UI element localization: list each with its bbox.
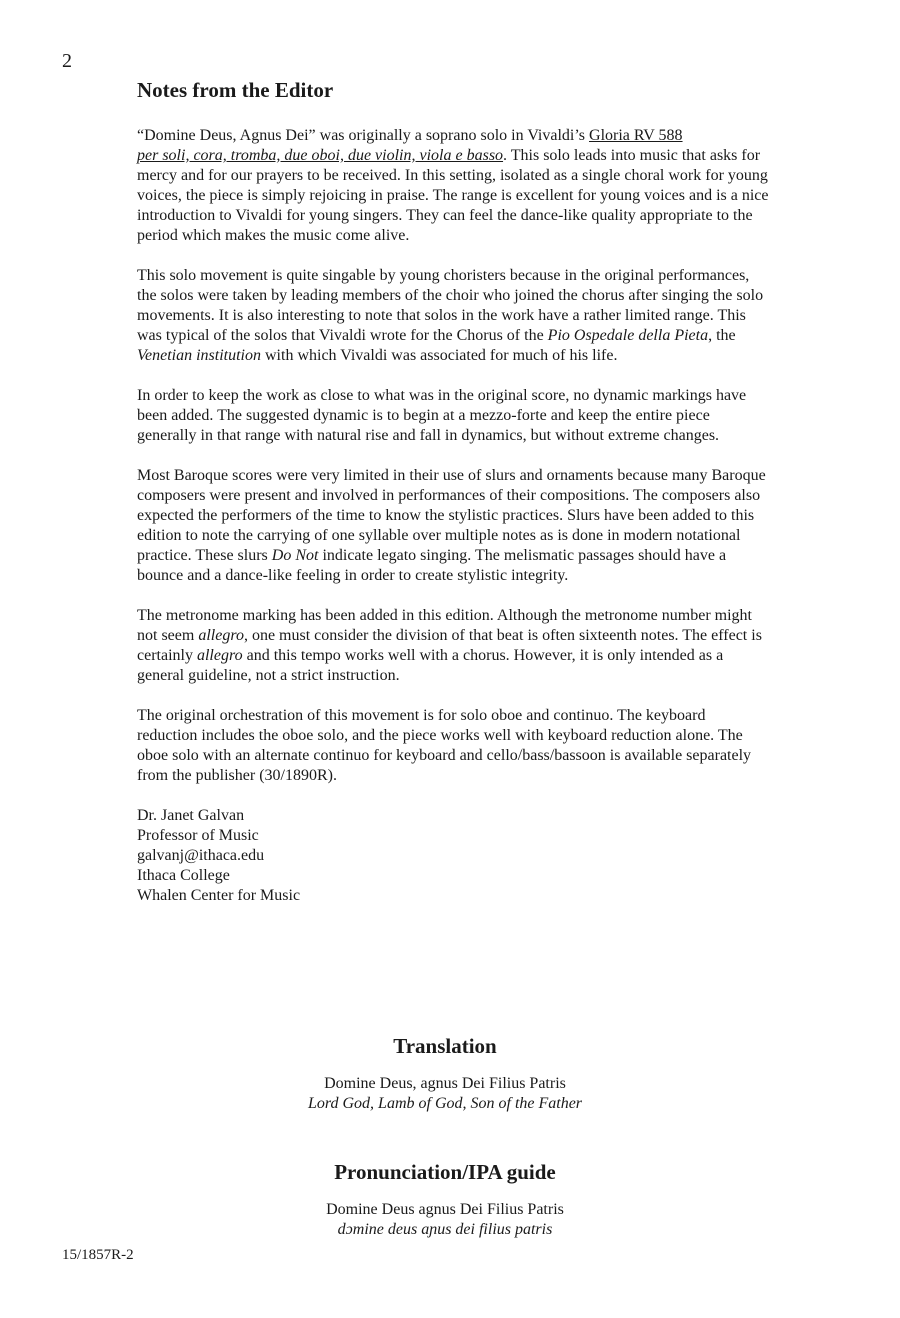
p4-text-a: Most Baroque scores were very limited in their use of slurs and ornaments because many Baroque composers were present and involved in performances of their compositions. The composers also expected the performers of the time to know the stylistic practices. Slurs have been added to this edition to note the carrying of one syllable over multiple notes as is done in modern notational practice. These slurs — [137, 467, 766, 564]
p2-text-c: with which Vivaldi was associated for much of his life. — [261, 347, 618, 364]
editor-notes — [137, 76, 769, 906]
paragraph-4 — [137, 466, 769, 586]
signature-email: galvanj@ithaca.edu — [137, 847, 265, 864]
gloria-subtitle: per soli, cora, tromba, due oboi, due violin, viola e basso — [137, 147, 504, 164]
pronunciation-title: Pronunciation/IPA guide — [334, 1160, 556, 1184]
allegro-2: allegro — [196, 647, 243, 664]
signature-title: Professor of Music — [137, 827, 259, 844]
translation-title: Translation — [393, 1034, 497, 1058]
p4-text-b: indicate legato singing. The melismatic passages should have a bounce and a dance-like feeling in order to create stylistic integrity. — [137, 547, 727, 584]
pronunciation-latin: Domine Deus agnus Dei Filius Patris — [326, 1201, 564, 1218]
allegro-1: allegro — [198, 627, 244, 644]
paragraph-2 — [137, 266, 769, 366]
p2-text-a: This solo movement is quite singable by young choristers because in the original performances, the solos were taken by leading members of the choir who joined the chorus after singing the solo movements. It is also interesting to note that solos in the work have a rather limited range. This was typical of the solos that Vivaldi wrote for the Chorus of the — [137, 267, 764, 344]
signature-college: Ithaca College — [137, 867, 230, 884]
signature-name: Dr. Janet Galvan — [137, 807, 245, 824]
p5-text-b: , one must consider the division of that beat is often sixteenth notes. The effect is certainly — [137, 627, 762, 664]
footer-code: 15/1857R-2 — [62, 1247, 134, 1263]
pronunciation-ipa: dɔmine deus aɲus dei filius patris — [337, 1221, 553, 1238]
page-number: 2 — [62, 50, 72, 72]
p1-text-b: . This solo leads into music that asks for mercy and for our prayers to be received. In this setting, isolated as a single choral work for young voices, the piece is simply rejoicing in praise. The range is excellent for young voices and is a nice introduction to Vivaldi for young singers. They can feel the dance-like quality appropriate to the period which makes the music come alive. — [137, 147, 769, 244]
translation-section — [137, 1032, 753, 1114]
paragraph-1 — [137, 126, 769, 246]
translation-english: Lord God, Lamb of God, Son of the Father — [307, 1095, 583, 1112]
signature-block — [137, 806, 769, 906]
do-not-emphasis: Do Not — [271, 547, 319, 564]
p1-text-a: “Domine Deus, Agnus Dei” was originally a soprano solo in Vivaldi’s — [137, 127, 590, 144]
paragraph-5 — [137, 606, 769, 686]
p5-text-a: The metronome marking has been added in this edition. Although the metronome number might not seem — [137, 607, 752, 644]
p2-text-b: , the — [708, 327, 736, 344]
signature-center: Whalen Center for Music — [137, 887, 301, 904]
gloria-title: Gloria RV 588 — [589, 127, 683, 144]
pronunciation-section — [137, 1158, 753, 1240]
p5-text-c: and this tempo works well with a chorus. However, it is only intended as a general guideline, not a strict instruction. — [137, 647, 724, 684]
editor-notes-heading: Notes from the Editor — [137, 78, 334, 102]
pio-ospedale: Pio Ospedale della Pieta — [547, 327, 709, 344]
paragraph-3: In order to keep the work as close to what was in the original score, no dynamic markings have been added. The suggested dynamic is to begin at a mezzo-forte and keep the entire piece generally in that range with natural rise and fall in dynamics, but without extreme changes. — [137, 387, 747, 444]
paragraph-6: The original orchestration of this movement is for solo oboe and continuo. The keyboard reduction includes the oboe solo, and the piece works well with keyboard reduction alone. The oboe solo with an alternate continuo for keyboard and cello/bass/bassoon is available separately from the publisher (30/1890R). — [137, 707, 752, 784]
translation-latin: Domine Deus, agnus Dei Filius Patris — [324, 1075, 566, 1092]
venetian-institution: Venetian institution — [137, 347, 261, 364]
